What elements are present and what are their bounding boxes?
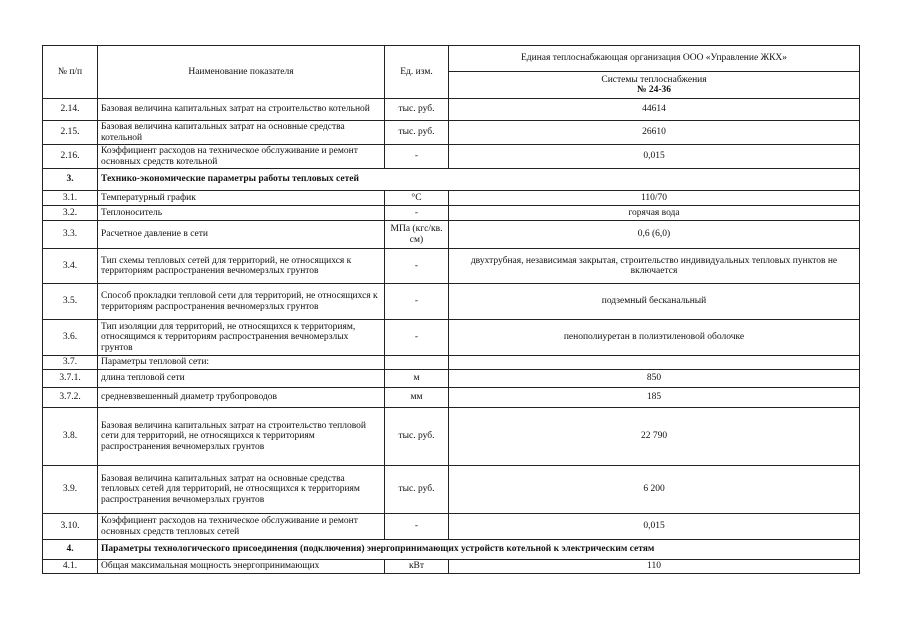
row-name: средневзвешенный диаметр трубопроводов [98, 388, 385, 408]
table-row [43, 560, 860, 574]
row-unit: МПа (кгс/кв. см) [385, 221, 449, 249]
row-value: 0,015 [449, 145, 860, 169]
row-num: 3.6. [43, 320, 98, 356]
row-unit: - [385, 284, 449, 320]
header-system-num: № 24-36 [636, 85, 672, 95]
section-title: Параметры технологического присоединения (подключения) энергопринимающих устройств котельной к электрическим сетям [98, 540, 860, 560]
row-unit: мм [385, 388, 449, 408]
row-unit: тыс. руб. [385, 466, 449, 514]
header-unit: Ед. изм. [385, 46, 449, 99]
section-row [43, 169, 860, 191]
row-name: Базовая величина капитальных затрат на основные средства тепловых сетей для территорий, не относящихся к территориям распространения вечномерзлых грунтов [98, 466, 385, 514]
section-row [43, 540, 860, 560]
row-num: 3.1. [43, 191, 98, 206]
row-num: 3.7.1. [43, 370, 98, 388]
row-name: Тип изоляции для территорий, не относящихся к территориям, относящимся к территориям распространения вечномерзлых грунтов [98, 320, 385, 356]
row-name: Температурный график [98, 191, 385, 206]
row-name: Расчетное давление в сети [98, 221, 385, 249]
row-num: 3.7.2. [43, 388, 98, 408]
row-num: 2.16. [43, 145, 98, 169]
header-system [449, 72, 860, 99]
row-name: Коэффициент расходов на техническое обслуживание и ремонт основных средств котельной [98, 145, 385, 169]
row-num: 3.9. [43, 466, 98, 514]
section-num: 4. [43, 540, 98, 560]
row-unit: °С [385, 191, 449, 206]
row-unit: м [385, 370, 449, 388]
row-value: двухтрубная, независимая закрытая, строительство индивидуальных тепловых пунктов не включается [449, 249, 860, 284]
row-name: Тип схемы тепловых сетей для территорий, не относящихся к территориям распространения вечномерзлых грунтов [98, 249, 385, 284]
table-row [43, 466, 860, 514]
row-name: Теплоноситель [98, 206, 385, 221]
row-name: длина тепловой сети [98, 370, 385, 388]
row-value: пенополиуретан в полиэтиленовой оболочке [449, 320, 860, 356]
row-value: 22 790 [449, 408, 860, 466]
table-row [43, 121, 860, 145]
row-num: 3.10. [43, 514, 98, 540]
row-unit: тыс. руб. [385, 121, 449, 145]
table-row [43, 221, 860, 249]
table-row [43, 388, 860, 408]
indicators-table [42, 45, 860, 574]
row-num: 4.1. [43, 560, 98, 574]
row-unit: тыс. руб. [385, 408, 449, 466]
section-num: 3. [43, 169, 98, 191]
row-value: 850 [449, 370, 860, 388]
table-row [43, 514, 860, 540]
table-row [43, 356, 860, 370]
table-row [43, 370, 860, 388]
row-value: 6 200 [449, 466, 860, 514]
row-unit: тыс. руб. [385, 99, 449, 121]
row-value: 0,6 (6,0) [449, 221, 860, 249]
row-num: 3.8. [43, 408, 98, 466]
row-name: Параметры тепловой сети: [98, 356, 385, 370]
table-row [43, 191, 860, 206]
table-row [43, 206, 860, 221]
row-unit: - [385, 320, 449, 356]
row-value: 0,015 [449, 514, 860, 540]
header-org: Единая теплоснабжающая организация ООО «Управление ЖКХ» [449, 46, 860, 72]
row-num: 3.2. [43, 206, 98, 221]
row-value [449, 356, 860, 370]
header-name: Наименование показателя [98, 46, 385, 99]
row-value: 185 [449, 388, 860, 408]
table-row [43, 320, 860, 356]
row-name: Базовая величина капитальных затрат на строительство тепловой сети для территорий, не относящихся к территориям распространения вечномерзлых грунтов [98, 408, 385, 466]
row-name: Общая максимальная мощность энергопринимающих [98, 560, 385, 574]
row-value: 110/70 [449, 191, 860, 206]
table-row [43, 99, 860, 121]
table-row [43, 408, 860, 466]
row-unit: - [385, 249, 449, 284]
row-unit: кВт [385, 560, 449, 574]
section-title: Технико-экономические параметры работы тепловых сетей [98, 169, 860, 191]
row-value: 26610 [449, 121, 860, 145]
row-unit: - [385, 206, 449, 221]
header-system-label: Системы теплоснабжения [601, 74, 707, 85]
row-num: 2.14. [43, 99, 98, 121]
row-unit: - [385, 514, 449, 540]
table-row [43, 145, 860, 169]
row-value: горячая вода [449, 206, 860, 221]
row-num: 3.4. [43, 249, 98, 284]
row-value: 44614 [449, 99, 860, 121]
row-num: 2.15. [43, 121, 98, 145]
row-name: Базовая величина капитальных затрат на строительство котельной [98, 99, 385, 121]
table-row [43, 249, 860, 284]
row-name: Базовая величина капитальных затрат на основные средства котельной [98, 121, 385, 145]
row-name: Коэффициент расходов на техническое обслуживание и ремонт основных средств тепловых сетей [98, 514, 385, 540]
row-unit [385, 356, 449, 370]
row-value: подземный бесканальный [449, 284, 860, 320]
header-num: № п/п [43, 46, 98, 99]
row-value: 110 [449, 560, 860, 574]
table-row [43, 284, 860, 320]
row-unit: - [385, 145, 449, 169]
row-name: Способ прокладки тепловой сети для территорий, не относящихся к территориям распространения вечномерзлых грунтов [98, 284, 385, 320]
row-num: 3.7. [43, 356, 98, 370]
row-num: 3.3. [43, 221, 98, 249]
row-num: 3.5. [43, 284, 98, 320]
